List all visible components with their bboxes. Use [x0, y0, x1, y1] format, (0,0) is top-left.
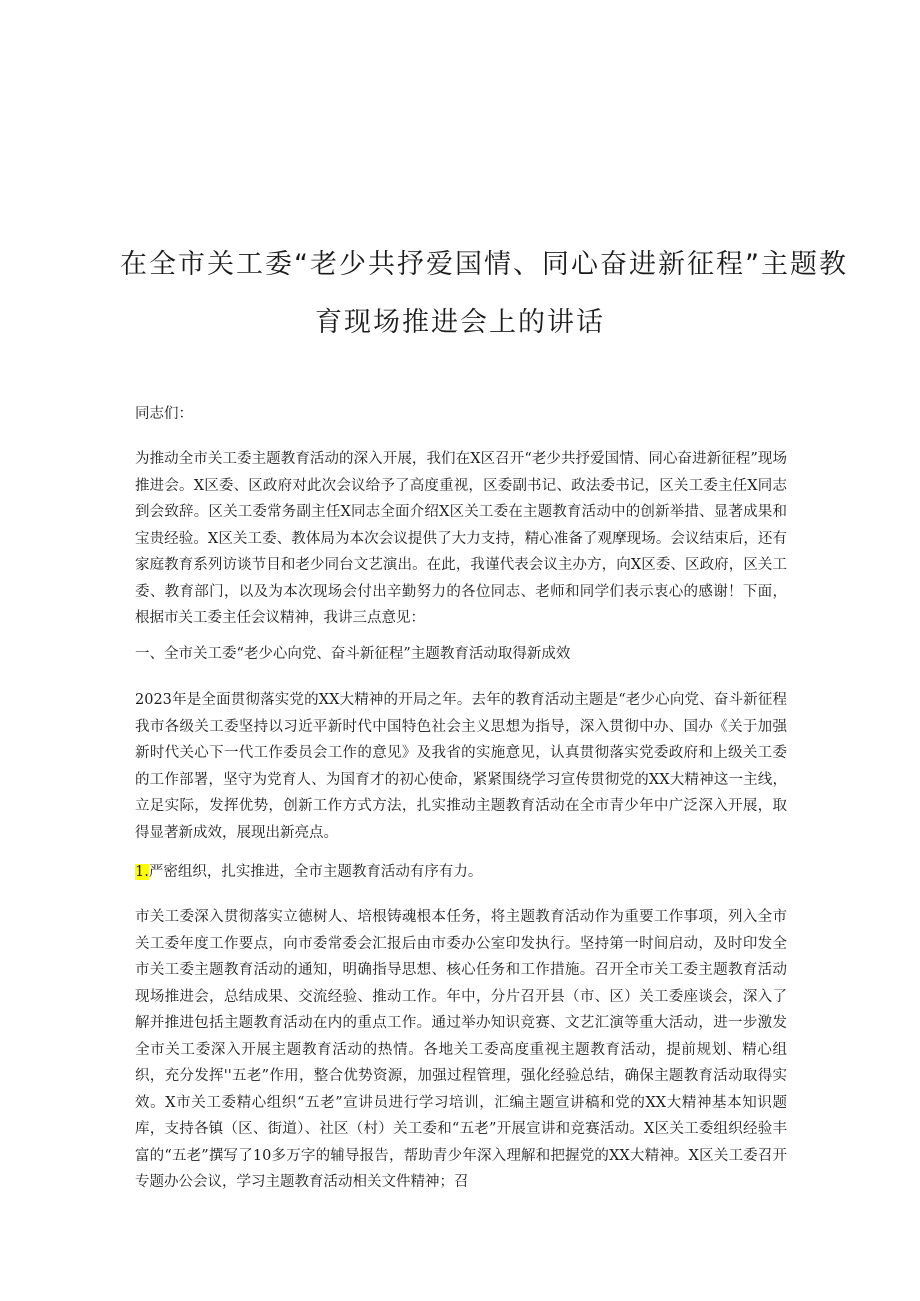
subheading-1	[135, 859, 787, 886]
greeting: 同志们：	[135, 406, 193, 422]
paragraph-introduction: 为推动全市关工委主题教育活动的深入开展，我们在X区召开“老少共抒爱国情、同心奋进新征程”现场推进会。X区委、区政府对此次会议给予了高度重视，区委副书记、政法委书记，区关工委主任X同志到会致辞。区关工委常务副主任X同志全面介绍X区关工委在主题教育活动中的创新举措、显著成果和宝贵经验。X区关工委、教体局为本次会议提供了大力支持，精心准备了观摩现场。会议结束后，还有家庭教育系列访谈节目和老少同台文艺演出。在此，我谨代表会议主办方，向X区委、区政府，区关工委、教育部门，以及为本次现场会付出辛勤努力的各位同志、老师和同学们表示衷心的感谢！下面，根据市关工委主任会议精神，我讲三点意见：	[135, 451, 787, 626]
section-heading-1: 一、全市关工委“老少心向党、奋斗新征程”主题教育活动取得新成效	[135, 646, 571, 662]
paragraph-subsection-1: 市关工委深入贯彻落实立德树人、培根铸魂根本任务，将主题教育活动作为重要工作事项，列入全市关工委年度工作要点，向市委常委会汇报后由市委办公室印发执行。坚持第一时间启动，及时印发全市关工委主题教育活动的通知，明确指导思想、核心任务和工作措施。召开全市关工委主题教育活动现场推进会，总结成果、交流经验、推动工作。年中，分片召开县（市、区）关工委座谈会，深入了解并推进包括主题教育活动在内的重点工作。通过举办知识竞赛、文艺汇演等重大活动，进一步激发全市关工委深入开展主题教育活动的热情。各地关工委高度重视主题教育活动，提前规划、精心组织，充分发挥''五老”作用，整合优势资源，加强过程管理，强化经验总结，确保主题教育活动取得实效。X市关工委精心组织“五老”宣讲员进行学习培训，汇编主题宣讲稿和党的XX大精神基本知识题库，支持各镇（区、街道）、社区（村）关工委和“五老”开展宣讲和竞赛活动。X区关工委组织经验丰富的“五老”撰写了10多万字的辅导报告，帮助青少年深入理解和把握党的XX大精神。X区关工委召开专题办公会议，学习主题教育活动相关文件精神；召	[135, 909, 787, 1190]
subheading-text: 严密组织，扎实推进，全市主题教育活动有序有力。	[148, 864, 483, 880]
paragraph-section-1: 2023年是全面贯彻落实党的XX大精神的开局之年。去年的教育活动主题是“老少心向党、奋斗新征程我市各级关工委坚持以习近平新时代中国特色社会主义思想为指导，深入贯彻中办、国办《关于加强新时代关心下一代工作委员会工作的意见》及我省的实施意见，认真贯彻落实党委政府和上级关工委的工作部署，坚守为党育人、为国育才的初心使命，紧紧围绕学习宣传贯彻党的XX大精神这一主线，立足实际，发挥优势，创新工作方式方法，扎实推动主题教育活动在全市青少年中广泛深入开展，取得显著新成效，展现出新亮点。	[135, 692, 787, 841]
highlighted-number: 1.	[135, 864, 149, 880]
document-title-line-2: 育现场推进会上的讲话	[315, 307, 605, 338]
document-title-line-1: 在全市关工委“老少共抒爱国情、同心奋进新征程”主题教	[120, 249, 848, 280]
